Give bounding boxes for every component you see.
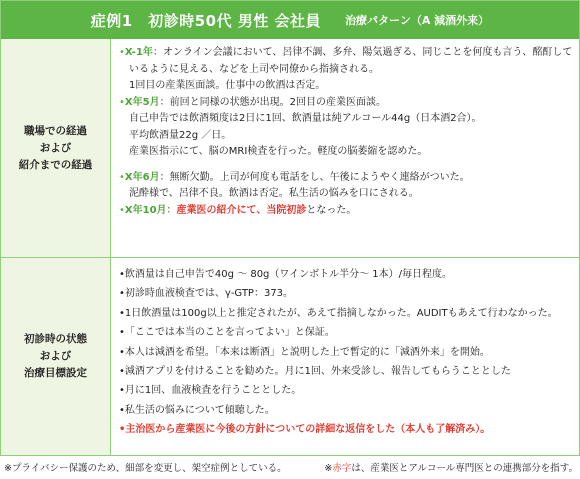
label-line: 治療目標設定 <box>24 367 87 379</box>
workplace-history-label <box>1 39 111 257</box>
history-line: 自己申告では飲酒頻度は2日に1回、飲酒量は純アルコール44g（日本酒2合）。 <box>129 113 482 124</box>
status-line: •減酒アプリを付けることを勧めた。月に1回、外来受診し、報告してもらうこととした <box>119 366 511 378</box>
history-line: 1回目の産業医面談。仕事中の飲酒は否定。 <box>129 80 326 91</box>
footnotes <box>4 460 578 474</box>
status-line: •飲酒量は自己申告で40g ～ 80g（ワインボトル半分～ 1本）/毎日程度。 <box>119 269 453 280</box>
label-line: 紹介までの経過 <box>18 158 93 171</box>
status-line: •本人は減酒を希望。「本来は断酒」と説明した上で暫定的に「減酒外来」を開始。 <box>119 346 490 358</box>
history-line: •X-1年：オンライン会議において、呂律不調、多弁、陽気過ぎる、同じことを何度も言う、酩酊して <box>119 47 573 58</box>
status-line-highlight: •主治医から産業医に今後の方針についての詳細な返信をした（本人も了解済み）。 <box>119 424 491 436</box>
history-line: 泥酔様で、呂律不良。飲酒は否定。私生活の悩みを口にされる。 <box>129 188 419 199</box>
status-line: •初診時血液検査では、γ‐GTP：373。 <box>119 288 294 300</box>
history-line: 平均飲酒量22g ／日。 <box>129 129 232 141</box>
history-line: •X年6月：無断欠勤。上司が何度も電話をし、午後にようやく連絡がついた。 <box>119 171 470 183</box>
label-line: および <box>39 141 72 154</box>
status-line: •月に1回、血液検査を行うこととした。 <box>119 385 302 397</box>
history-line: •X年5月：前回と同様の状態が出現。2回目の産業医面談。 <box>119 96 386 108</box>
privacy-note: ※プライバシー保護のため、細部を変更し、架空症例としている。 <box>4 463 287 474</box>
initial-status-content <box>111 258 579 455</box>
workplace-history-content <box>111 39 579 257</box>
initial-status-label <box>1 258 111 455</box>
red-text-note: ※赤字は、産業医とアルコール専門医との連携部分を指す。 <box>324 463 578 474</box>
history-line: 産業医指示にて、脳のMRI検査を行った。軽度の脳萎縮を認めた。 <box>129 146 428 157</box>
status-line: •「ここでは本当のことを言ってよい」と保証。 <box>119 327 335 339</box>
status-line: •私生活の悩みについて傾聴した。 <box>119 404 275 416</box>
status-line: •1日飲酒量は100g以上と推定されたが、あえて指摘しなかった。AUDITもあえて行わなかった。 <box>119 307 558 319</box>
case-title: 症例1 初診時50代 男性 会社員 <box>90 11 322 30</box>
case-header <box>1 1 579 39</box>
label-line: および <box>39 350 72 362</box>
label-line: 初診時の状態 <box>24 333 87 345</box>
history-line: •X年10月：産業医の紹介にて、当院初診となった。 <box>119 204 357 216</box>
workplace-history-section <box>1 39 579 257</box>
history-line: いるように見える、などを上司や同僚から指摘される。 <box>129 63 379 75</box>
label-line: 職場での経過 <box>24 124 87 137</box>
treatment-pattern: 治療パターン（A 減酒外来） <box>345 14 490 27</box>
referral-highlight: 産業医の紹介にて、当院初診 <box>176 204 307 216</box>
initial-status-section <box>1 257 579 455</box>
